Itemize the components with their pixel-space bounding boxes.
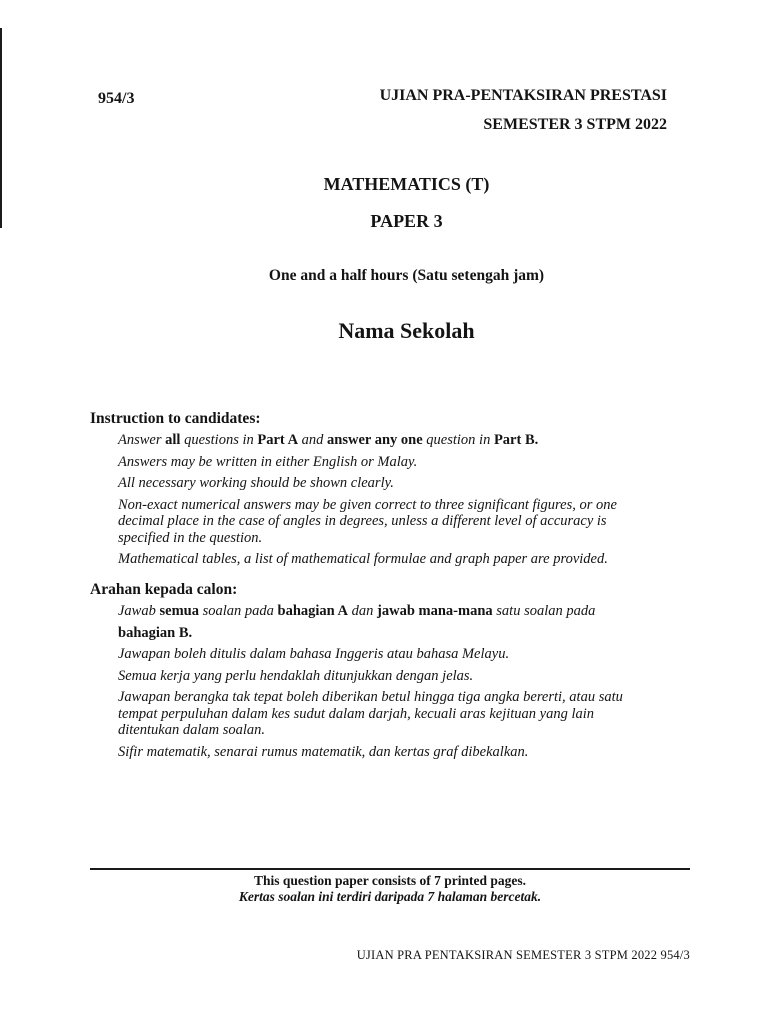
instruction-segment: Jawapan boleh ditulis dalam bahasa Inggeris atau bahasa Melayu. [118, 646, 510, 662]
instructions-en-list [118, 427, 617, 568]
instruction-segment: question in [422, 432, 494, 448]
instruction-segment: Semua kerja yang perlu hendaklah ditunjukkan dengan jelas. [118, 667, 474, 684]
instruction-segment: questions in [180, 432, 258, 448]
instruction-line [118, 706, 623, 723]
instruction-segment: semua [159, 603, 199, 619]
instruction-segment: Jawapan berangka tak tepat boleh diberikan betul hingga tiga angka bererti, atau satu [118, 689, 623, 705]
instructions-ms-list [118, 598, 623, 760]
instruction-segment: All necessary working should be shown clearly. [118, 475, 394, 491]
footer-note-ms: Kertas soalan ini terdiri daripada 7 halaman bercetak. [238, 889, 542, 904]
instruction-segment: ditentukan dalam soalan. [118, 722, 266, 738]
instruction-segment: Part A [257, 432, 299, 448]
instruction-segment: and [298, 432, 328, 448]
instruction-segment: Mathematical tables, a list of mathematical formulae and graph paper are provided. [118, 551, 608, 567]
footer-note [90, 868, 690, 905]
instruction-line [118, 497, 617, 514]
instruction-line [118, 475, 617, 492]
paper-code: 954/3 [98, 90, 135, 107]
instruction-segment: soalan pada [198, 603, 278, 619]
instruction-segment: Answers may be written in either English or Malay. [118, 453, 418, 470]
instruction-segment: Answer [118, 432, 166, 448]
instruction-line [118, 454, 617, 471]
instruction-line [118, 668, 623, 685]
footer-note-en: This question paper consists of 7 printed pages. [253, 873, 527, 888]
exam-title-line1: UJIAN PRA-PENTAKSIRAN PRESTASI [379, 87, 667, 104]
instruction-segment: Non-exact numerical answers may be given correct to three significant figures, or one [118, 496, 617, 513]
instruction-line [118, 530, 617, 547]
instruction-line [118, 551, 617, 568]
instruction-line [118, 689, 623, 706]
instructions-ms-heading: Arahan kepada calon: [90, 581, 238, 598]
instruction-line [118, 722, 623, 739]
instruction-segment: all [165, 432, 181, 448]
instruction-segment: bahagian B. [118, 624, 193, 641]
instruction-segment: specified in the question. [118, 529, 263, 546]
instruction-segment: decimal place in the case of angles in degrees, unless a different level of accuracy is [118, 513, 607, 529]
instructions-en-heading: Instruction to candidates: [90, 410, 261, 427]
page-footer: UJIAN PRA PENTAKSIRAN SEMESTER 3 STPM 2022 954/3 [356, 948, 690, 962]
duration-line: One and a half hours (Satu setengah jam) [268, 267, 545, 284]
instruction-line [118, 603, 623, 620]
paper-number: PAPER 3 [370, 211, 443, 231]
instruction-segment: jawab mana-mana [377, 603, 493, 619]
instruction-segment: dan [348, 603, 378, 619]
instruction-segment: Jawab [118, 603, 160, 619]
instruction-line [118, 646, 623, 663]
subject-title: MATHEMATICS (T) [323, 174, 490, 194]
instruction-segment: Sifir matematik, senarai rumus matematik, dan kertas graf dibekalkan. [118, 743, 529, 760]
exam-title-line2: SEMESTER 3 STPM 2022 [483, 116, 667, 133]
instruction-line [118, 744, 623, 761]
instruction-segment: answer any one [327, 432, 423, 448]
instruction-segment: Part B. [493, 432, 539, 448]
instruction-segment: tempat perpuluhan dalam kes sudut dalam darjah, kecuali aras kejituan yang lain [118, 705, 595, 722]
scan-edge-artifact [0, 28, 2, 228]
exam-title [380, 81, 667, 139]
school-name: Nama Sekolah [338, 318, 475, 343]
instruction-line [118, 513, 617, 530]
instruction-line [118, 625, 623, 642]
instruction-segment: satu soalan pada [492, 603, 596, 619]
instruction-line [118, 432, 617, 449]
instruction-segment: bahagian A [277, 603, 349, 619]
